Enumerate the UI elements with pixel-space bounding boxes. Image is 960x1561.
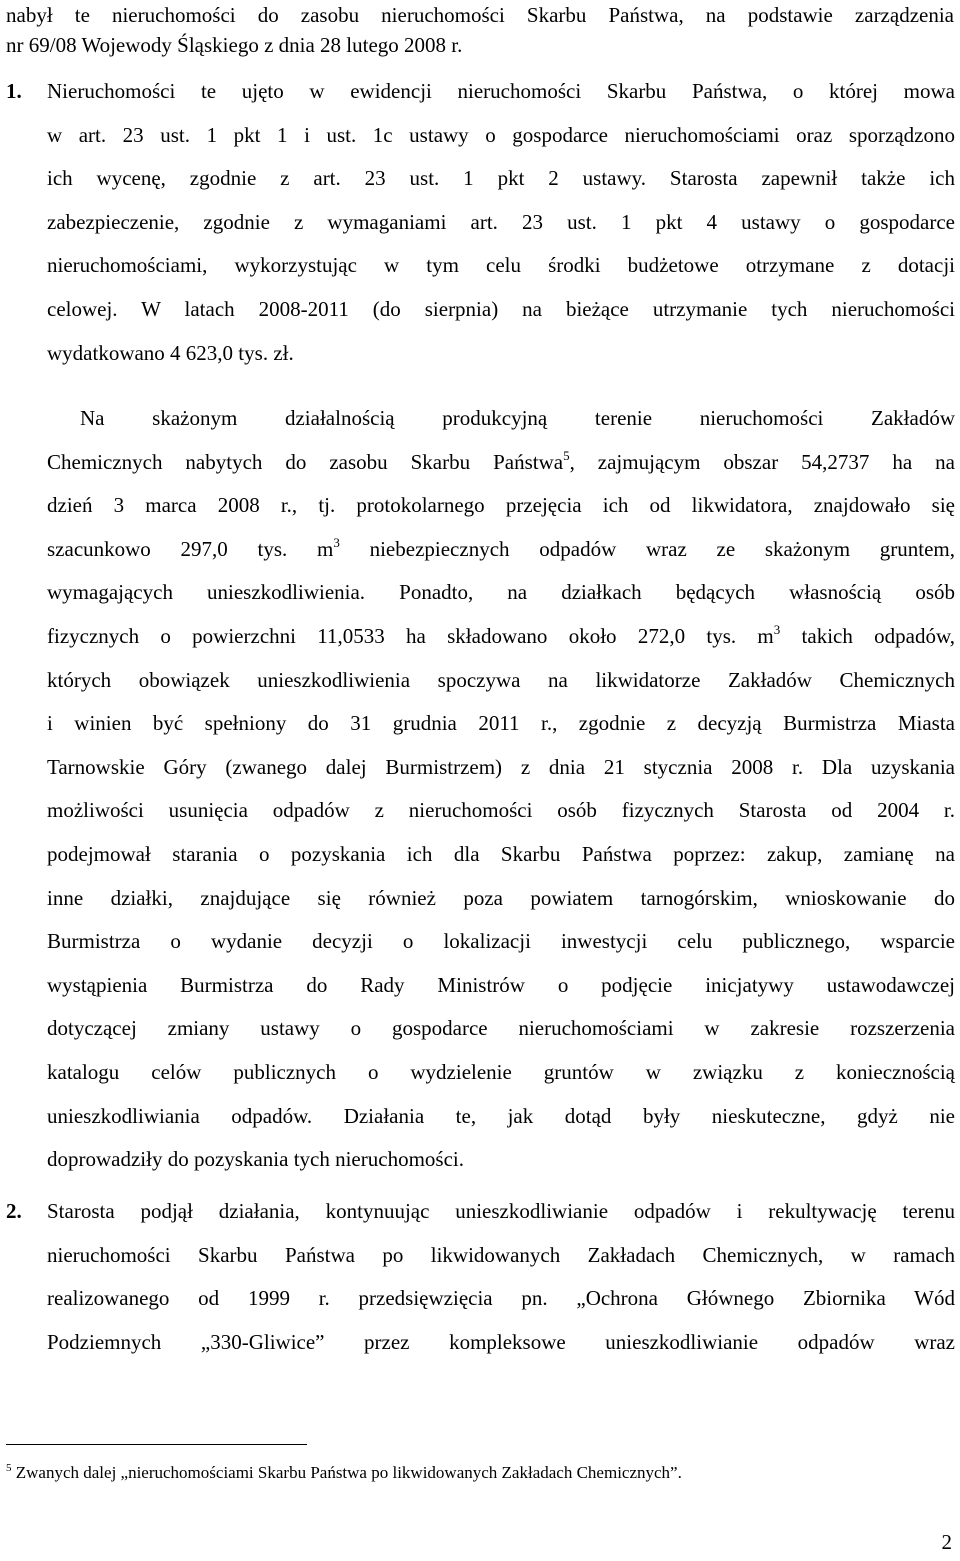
text-line: Burmistrza o wydanie decyzji o lokalizacji inwestycji celu publicznego, wsparcie bbox=[47, 929, 955, 954]
text-segment: Chemicznych nabytych do zasobu Skarbu Państwa bbox=[47, 449, 564, 474]
text-line: doprowadziły do pozyskania tych nieruchomości. bbox=[47, 1147, 464, 1172]
text-line: podejmował starania o pozyskania ich dla Skarbu Państwa poprzez: zakup, zamianę na bbox=[47, 841, 955, 866]
item-1-paragraph bbox=[47, 70, 955, 375]
text-line: Podziemnych „330-Gliwice” przez kompleksowe unieszkodliwianie odpadów wraz bbox=[47, 1329, 955, 1354]
text-segment: , zajmującym obszar 54,2737 ha na bbox=[569, 449, 955, 474]
page-number: 2 bbox=[941, 1530, 952, 1554]
text-line: ich wycenę, zgodnie z art. 23 ust. 1 pkt 2 ustawy. Starosta zapewnił także ich bbox=[47, 166, 955, 191]
unit-exponent: 3 bbox=[333, 534, 340, 550]
text-line-with-footnote-ref bbox=[47, 441, 955, 485]
text-line-with-superscript bbox=[47, 528, 955, 572]
paragraph-2 bbox=[47, 397, 955, 1182]
text-line: możliwości usunięcia odpadów z nieruchomości osób fizycznych Starosta od 2004 r. bbox=[47, 798, 955, 823]
text-line: wystąpienia Burmistrza do Rady Ministrów o podjęcie inicjatywy ustawodawczej bbox=[47, 972, 955, 997]
text-line: nieruchomościami, wykorzystując w tym celu środki budżetowe otrzymane z dotacji bbox=[47, 253, 955, 278]
text-line: katalogu celów publicznych o wydzielenie gruntów w związku z koniecznością bbox=[47, 1059, 955, 1084]
text-line: realizowanego od 1999 r. przedsięwzięcia pn. „Ochrona Głównego Zbiornika Wód bbox=[47, 1286, 955, 1311]
footnote-separator bbox=[6, 1444, 307, 1445]
text-segment: niebezpiecznych odpadów wraz ze skażonym gruntem, bbox=[339, 536, 955, 561]
text-line: Nieruchomości te ujęto w ewidencji nieruchomości Skarbu Państwa, o której mowa bbox=[47, 79, 955, 103]
text-line: wydatkowano 4 623,0 tys. zł. bbox=[47, 340, 294, 365]
item-2-paragraph bbox=[47, 1190, 955, 1364]
text-line: nr 69/08 Wojewody Śląskiego z dnia 28 lutego 2008 r. bbox=[6, 33, 463, 57]
item-number-1: 1. bbox=[6, 79, 22, 103]
text-line: zabezpieczenie, zgodnie z wymaganiami art. 23 ust. 1 pkt 4 ustawy o gospodarce bbox=[47, 209, 955, 234]
footnote bbox=[6, 1462, 946, 1484]
text-line: nieruchomości Skarbu Państwa po likwidowanych Zakładach Chemicznych, w ramach bbox=[47, 1242, 955, 1267]
text-line: wymagających unieszkodliwienia. Ponadto, na działkach będących własnością osób bbox=[47, 580, 955, 605]
text-line: Na skażonym działalnością produkcyjną terenie nieruchomości Zakładów bbox=[80, 406, 955, 430]
text-line: dotyczącej zmiany ustawy o gospodarce nieruchomościami w zakresie rozszerzenia bbox=[47, 1016, 955, 1041]
text-line: których obowiązek unieszkodliwienia spoczywa na likwidatorze Zakładów Chemicznych bbox=[47, 667, 955, 692]
text-line: nabył te nieruchomości do zasobu nieruchomości Skarbu Państwa, na podstawie zarządzenia bbox=[6, 3, 954, 27]
footnote-reference[interactable]: 5 bbox=[563, 447, 570, 463]
text-line: w art. 23 ust. 1 pkt 1 i ust. 1c ustawy o gospodarce nieruchomościami oraz sporządzono bbox=[47, 122, 955, 147]
footnote-marker: 5 bbox=[6, 1462, 12, 1474]
item-number-2: 2. bbox=[6, 1199, 22, 1223]
text-line-with-superscript bbox=[47, 615, 955, 659]
unit-exponent: 3 bbox=[773, 621, 781, 637]
text-line: dzień 3 marca 2008 r., tj. protokolarnego przejęcia ich od likwidatora, znajdowało się bbox=[47, 493, 955, 518]
text-segment: szacunkowo 297,0 tys. m bbox=[47, 536, 334, 561]
text-line: celowej. W latach 2008-2011 (do sierpnia) na bieżące utrzymanie tych nieruchomości bbox=[47, 296, 955, 321]
text-line: inne działki, znajdujące się również poza powiatem tarnogórskim, wnioskowanie do bbox=[47, 885, 955, 910]
text-line: unieszkodliwiania odpadów. Działania te, jak dotąd były nieskuteczne, gdyż nie bbox=[47, 1103, 955, 1128]
footnote-text: Zwanych dalej „nieruchomościami Skarbu Państwa po likwidowanych Zakładach Chemicznych”. bbox=[11, 1463, 682, 1482]
continuation-paragraph bbox=[6, 0, 954, 60]
text-segment: fizycznych o powierzchni 11,0533 ha składowano około 272,0 tys. m bbox=[47, 623, 774, 648]
text-segment: takich odpadów, bbox=[780, 623, 956, 648]
text-line: i winien być spełniony do 31 grudnia 2011 r., zgodnie z decyzją Burmistrza Miasta bbox=[47, 711, 955, 736]
text-line: Tarnowskie Góry (zwanego dalej Burmistrzem) z dnia 21 stycznia 2008 r. Dla uzyskania bbox=[47, 754, 955, 779]
text-line: Starosta podjął działania, kontynuując unieszkodliwianie odpadów i rekultywację terenu bbox=[47, 1199, 955, 1223]
